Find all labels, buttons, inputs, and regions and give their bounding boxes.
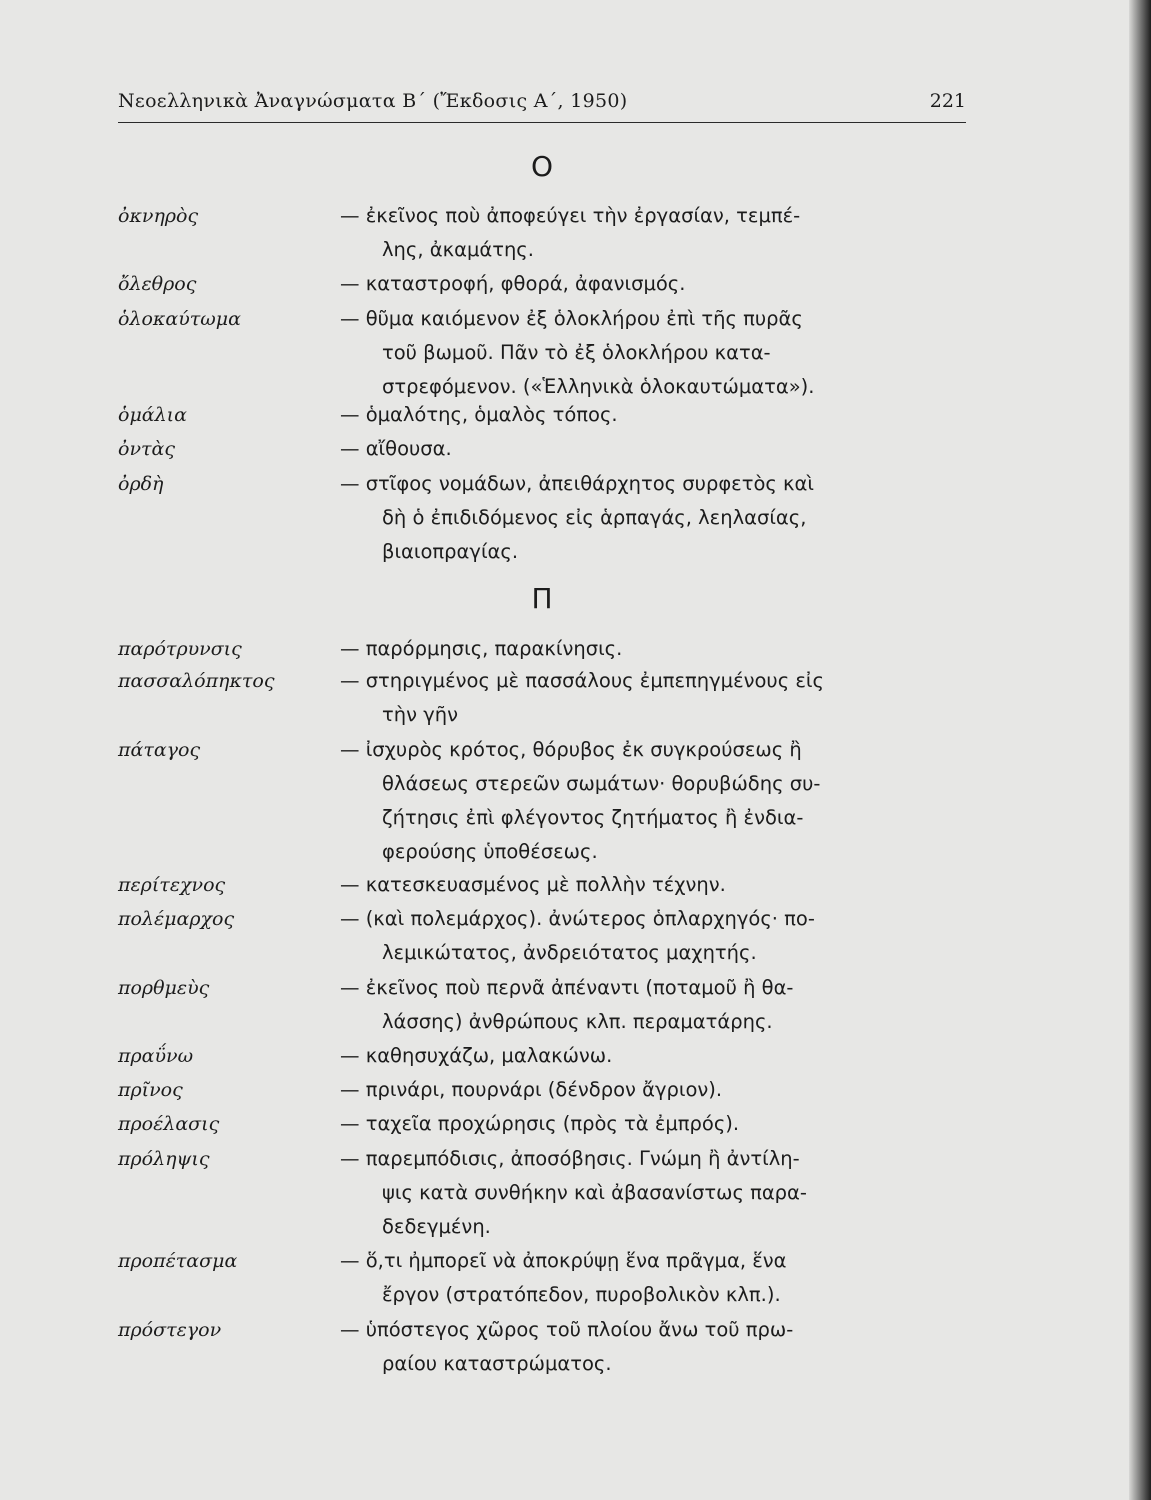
definition-line: θλάσεως στερεῶν σωμάτων· θορυβώδης συ-	[382, 772, 821, 795]
entry-term: πραΰνω	[118, 1045, 194, 1067]
entry-definition	[340, 1073, 964, 1107]
definition-line: — ὅ,τι ἠμπορεῖ νὰ ἀποκρύψῃ ἕνα πρᾶγμα, ἕνα	[340, 1249, 787, 1272]
definition-line: — ἰσχυρὸς κρότος, θόρυβος ἐκ συγκρούσεως ἢ	[340, 738, 802, 761]
entry-definition	[340, 467, 964, 569]
page-number: 221	[929, 90, 966, 112]
definition-line: — στῖφος νομάδων, ἀπειθάρχητος συρφετὸς καὶ	[340, 472, 814, 495]
entry-definition	[340, 302, 964, 404]
entry-definition	[340, 733, 964, 869]
entry-definition	[340, 971, 964, 1039]
entry-definition	[340, 1039, 964, 1073]
entry-definition	[340, 432, 964, 466]
definition-line: — αἴθουσα.	[340, 437, 452, 460]
definition-line: δὴ ὁ ἐπιδιδόμενος εἰς ἁρπαγάς, λεηλασίας,	[382, 506, 807, 529]
entry-term: πάταγος	[118, 739, 201, 761]
entry-term: πασσαλόπηκτος	[118, 670, 275, 692]
entry-term: ὁλοκαύτωμα	[118, 308, 241, 330]
entry-definition	[340, 868, 964, 902]
definition-line: τὴν γῆν	[382, 703, 458, 726]
entry-term: πορθμεὺς	[118, 977, 210, 999]
entry-term: ὁμάλια	[118, 404, 187, 426]
definition-line: ἔργον (στρατόπεδον, πυροβολικὸν κλπ.).	[382, 1283, 781, 1306]
definition-line: τοῦ βωμοῦ. Πᾶν τὸ ἐξ ὁλοκλήρου κατα-	[382, 341, 771, 364]
definition-line: — καταστροφή, φθορά, ἀφανισμός.	[340, 272, 686, 295]
entry-definition	[340, 1142, 964, 1244]
entry-definition	[340, 1313, 964, 1381]
header-title: Νεοελληνικὰ Ἀναγνώσματα Β΄ (Ἔκδοσις Α΄, 1950)	[118, 90, 628, 112]
definition-line: βιαιοπραγίας.	[382, 540, 519, 563]
section-letter-p: Π	[531, 582, 553, 615]
entry-definition	[340, 398, 964, 432]
entry-definition	[340, 1244, 964, 1312]
definition-line: ψις κατὰ συνθήκην καὶ ἀβασανίστως παρα-	[382, 1181, 807, 1204]
definition-line: — κατεσκευασμένος μὲ πολλὴν τέχνην.	[340, 873, 726, 896]
running-header	[118, 88, 966, 123]
entry-term: πρῖνος	[118, 1079, 183, 1101]
entry-definition	[340, 267, 964, 301]
entry-definition	[340, 664, 964, 732]
definition-line: — πρινάρι, πουρνάρι (δένδρον ἄγριον).	[340, 1078, 723, 1101]
definition-line: φερούσης ὑποθέσεως.	[382, 840, 598, 863]
definition-line: ραίου καταστρώματος.	[382, 1352, 612, 1375]
entry-term: περίτεχνος	[118, 874, 226, 896]
entry-term: ὀκνηρὸς	[118, 205, 199, 227]
definition-line: — ἐκεῖνος ποὺ περνᾶ ἀπέναντι (ποταμοῦ ἢ θα-	[340, 976, 794, 999]
definition-line: — ὑπόστεγος χῶρος τοῦ πλοίου ἄνω τοῦ πρω-	[340, 1318, 794, 1341]
definition-line: — ὁμαλότης, ὁμαλὸς τόπος.	[340, 403, 618, 426]
definition-line: — παρόρμησις, παρακίνησις.	[340, 637, 623, 660]
entry-term: πρόστεγον	[118, 1319, 222, 1341]
entry-term: ὄλεθρος	[118, 273, 197, 295]
entry-term: πολέμαρχος	[118, 908, 235, 930]
definition-line: — ἐκεῖνος ποὺ ἀποφεύγει τὴν ἐργασίαν, τεμπέ-	[340, 204, 801, 227]
definition-line: λεμικώτατος, ἀνδρειότατος μαχητής.	[382, 941, 757, 964]
definition-line: λάσσης) ἀνθρώπους κλπ. περαματάρης.	[382, 1010, 773, 1033]
entry-term: πρόληψις	[118, 1148, 210, 1170]
definition-line: — παρεμπόδισις, ἀποσόβησις. Γνώμη ἢ ἀντίλη-	[340, 1147, 800, 1170]
definition-line: δεδεγμένη.	[382, 1215, 491, 1238]
entry-definition	[340, 902, 964, 970]
entry-term: παρότρυνσις	[118, 638, 242, 660]
entry-term: ὀντὰς	[118, 438, 175, 460]
definition-line: — καθησυχάζω, μαλακώνω.	[340, 1044, 613, 1067]
entry-term: προέλασις	[118, 1113, 220, 1135]
definition-line: — θῦμα καιόμενον ἐξ ὁλοκλήρου ἐπὶ τῆς πυρᾶς	[340, 307, 803, 330]
entry-term: προπέτασμα	[118, 1250, 238, 1272]
entry-definition	[340, 199, 964, 267]
definition-line: — (καὶ πολεμάρχος). ἀνώτερος ὁπλαρχηγός· πο-	[340, 907, 815, 930]
definition-line: — στηριγμένος μὲ πασσάλους ἐμπεπηγμένους εἰς	[340, 669, 824, 692]
entry-term: ὀρδὴ	[118, 473, 164, 495]
definition-line: — ταχεῖα προχώρησις (πρὸς τὰ ἐμπρός).	[340, 1112, 740, 1135]
entry-definition	[340, 632, 964, 666]
definition-line: ζήτησις ἐπὶ φλέγοντος ζητήματος ἢ ἐνδια-	[382, 806, 804, 829]
definition-line: στρεφόμενον. («Ἑλληνικὰ ὁλοκαυτώματα»).	[382, 375, 815, 398]
section-letter-o: Ο	[530, 150, 554, 183]
entry-definition	[340, 1107, 964, 1141]
definition-line: λης, ἀκαμάτης.	[382, 238, 534, 261]
page-edge-shadow	[1129, 0, 1151, 1500]
